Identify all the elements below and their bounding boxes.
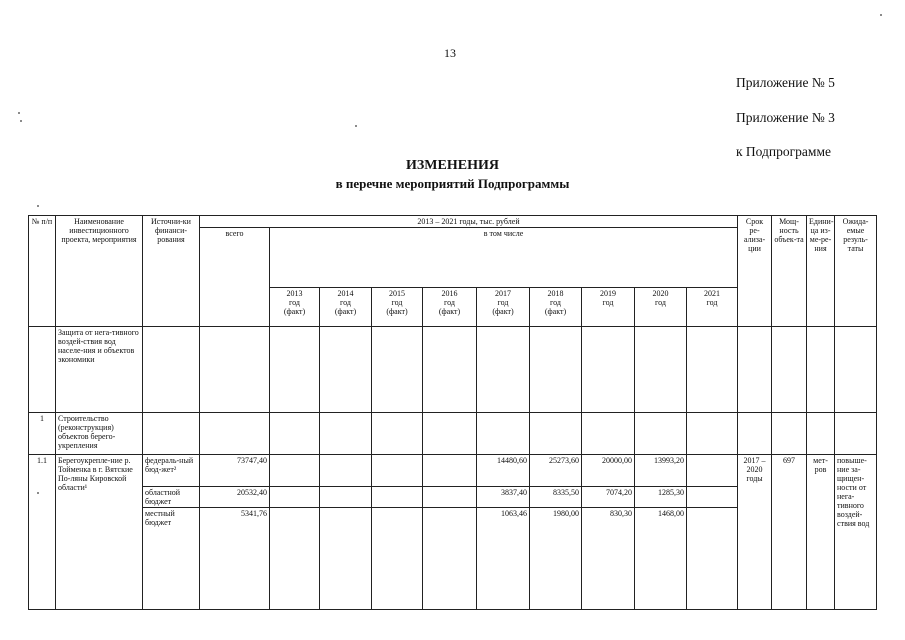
document-subtitle: в перечне мероприятий Подпрограммы [335,176,570,191]
header-capacity: Мощ-ность объек-та [772,216,807,327]
funding-source-local: местный бюджет [143,508,200,610]
funding-cell: 830,30 [582,508,635,610]
row-1-1-name: Берегоукрепле-ние р. Тойменка в г. Вятские По-ляны Кировской области¹ [56,455,143,610]
funding-cell [423,487,477,508]
row-1-1-unit: мет-ров [807,455,835,610]
appendix-line-3: к Подпрограмме [736,144,831,159]
header-including: в том числе [270,228,738,288]
scan-speck [20,120,22,122]
appendix-line-1: Приложение № 5 [736,75,835,90]
scan-speck [355,125,357,127]
header-num: № п/п [29,216,56,327]
page-number: 13 [444,46,456,60]
header-year-2017: 2017 год (факт) [477,288,530,327]
row-1-1-expected: повыше-ние за-щищен-ности от нега-тивного воздей-ствия вод [835,455,877,610]
funding-cell: 1063,46 [477,508,530,610]
header-unit: Едини-ца из-ме-ре-ния [807,216,835,327]
header-year-2014: 2014 год (факт) [320,288,372,327]
funding-cell: 1468,00 [635,508,687,610]
funding-cell: 13993,20 [635,455,687,487]
funding-cell: 25273,60 [530,455,582,487]
document-title: ИЗМЕНЕНИЯ [406,158,499,173]
funding-cell [320,487,372,508]
funding-cell: 14480,60 [477,455,530,487]
funding-total-federal: 73747,40 [200,455,270,487]
header-year-2015: 2015 год (факт) [372,288,423,327]
funding-cell [320,455,372,487]
funding-cell [423,508,477,610]
header-total: всего [200,228,270,327]
funding-cell [372,508,423,610]
appendix-line-2: Приложение № 3 [736,110,835,125]
funding-cell [687,508,738,610]
header-year-2020: 2020 год [635,288,687,327]
funding-cell [687,455,738,487]
funding-cell [423,455,477,487]
funding-total-regional: 20532,40 [200,487,270,508]
scan-speck [37,205,39,207]
header-year-2013: 2013 год (факт) [270,288,320,327]
header-year-2021: 2021 год [687,288,738,327]
funding-cell: 7074,20 [582,487,635,508]
funding-source-federal: федераль-ный бюд-жет² [143,455,200,487]
funding-cell [270,508,320,610]
scan-speck [18,112,20,114]
measures-table [28,215,877,610]
header-year-2019: 2019 год [582,288,635,327]
header-name: Наименование инвестиционного проекта, мероприятия [56,216,143,327]
funding-cell [372,487,423,508]
header-year-2016: 2016 год (факт) [423,288,477,327]
funding-cell: 3837,40 [477,487,530,508]
header-expected: Ожида-емые резуль-таты [835,216,877,327]
funding-total-local: 5341,76 [200,508,270,610]
funding-source-regional: областной бюджет [143,487,200,508]
funding-cell [687,487,738,508]
funding-cell [270,487,320,508]
section-row-name: Защита от нега-тивного воздей-ствия вод населе-ния и объектов экономики [56,327,143,413]
funding-cell [270,455,320,487]
header-source: Источни-ки финанси-рования [143,216,200,327]
scan-speck [880,14,882,16]
row-1-1-term: 2017 – 2020 годы [738,455,772,610]
header-year-2018: 2018 год (факт) [530,288,582,327]
funding-cell: 20000,00 [582,455,635,487]
row-1-num: 1 [29,413,56,455]
funding-cell [372,455,423,487]
header-period-group: 2013 – 2021 годы, тыс. рублей [200,216,738,228]
funding-cell [320,508,372,610]
row-1-name: Строительство (реконструкция) объектов берего-укрепления [56,413,143,455]
funding-cell: 8335,50 [530,487,582,508]
funding-cell: 1980,00 [530,508,582,610]
row-1-1-num: 1.1 [29,455,56,610]
header-term: Срок ре-ализа-ции [738,216,772,327]
funding-cell: 1285,30 [635,487,687,508]
row-1-1-capacity: 697 [772,455,807,610]
